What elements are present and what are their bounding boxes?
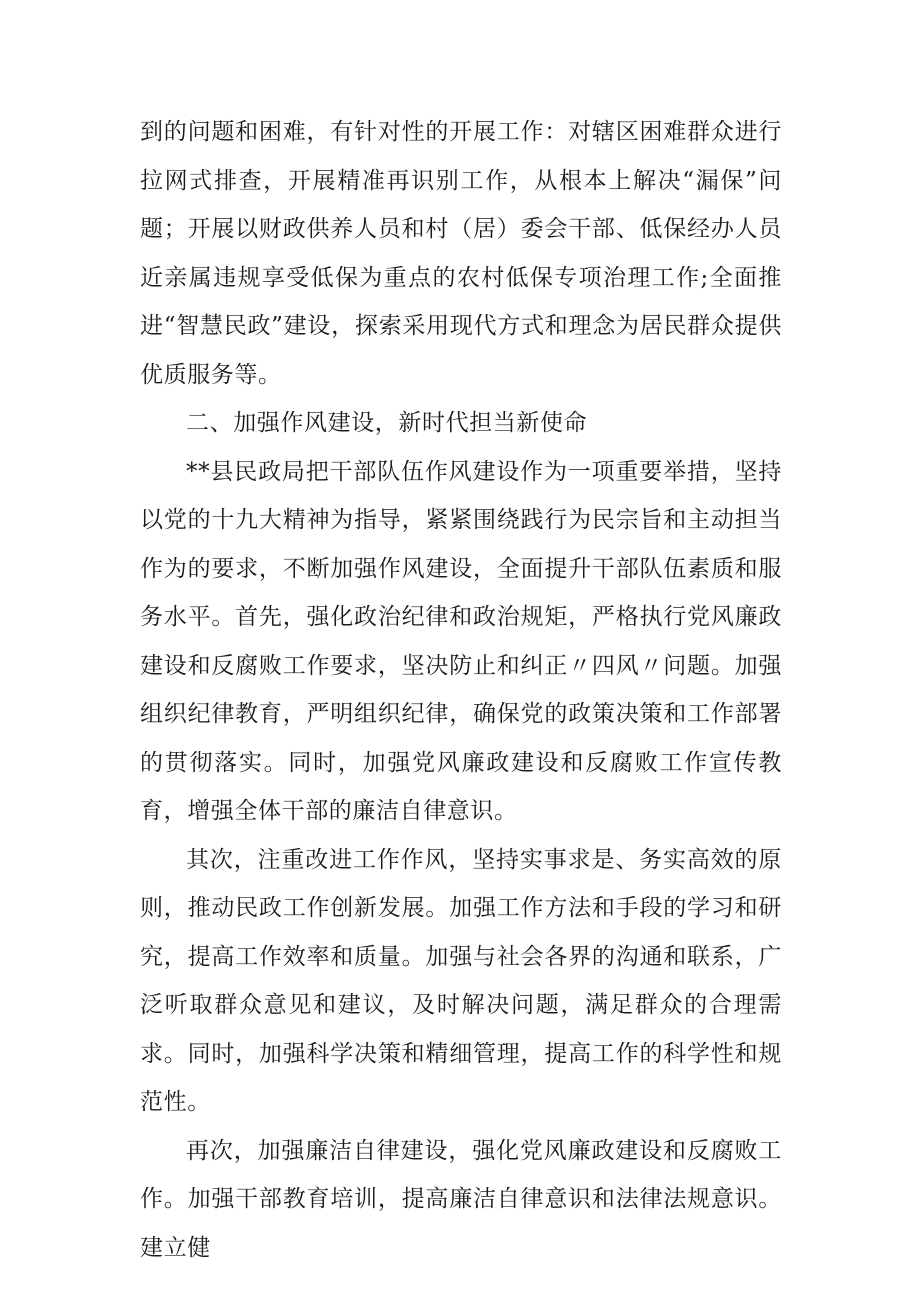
document-body [140,108,782,1272]
paragraph-style-building: **县民政局把干部队伍作风建设作为一项重要举措，坚持以党的十九大精神为指导，紧紧围绕践行为民宗旨和主动担当作为的要求，不断加强作风建设，全面提升干部队伍素质和服务水平。首先，强化政治纪律和政治规矩，严格执行党风廉政建设和反腐败工作要求，坚决防止和纠正〃四风〃问题。加强组织纪律教育，严明组织纪律，确保党的政策决策和工作部署的贯彻落实。同时，加强党风廉政建设和反腐败工作宣传教育，增强全体干部的廉洁自律意识。 [140,458,782,824]
paragraph-integrity: 再次，加强廉洁自律建设，强化党风廉政建设和反腐败工作。加强干部教育培训，提高廉洁自律意识和法律法规意识。建立健 [140,1137,782,1261]
paragraph-continuation: 到的问题和困难，有针对性的开展工作：对辖区困难群众进行拉网式排查，开展精准再识别工作，从根本上解决“漏保”问题；开展以财政供养人员和村（居）委会干部、低保经办人员近亲属违规享受低保为重点的农村低保专项治理工作;全面推进“智慧民政”建设，探索采用现代方式和理念为居民群众提供优质服务等。 [140,119,782,388]
section-heading: 二、加强作风建设，新时代担当新使命 [186,410,588,436]
paragraph-work-style: 其次，注重改进工作作风，坚持实事求是、务实高效的原则，推动民政工作创新发展。加强工作方法和手段的学习和研究，提高工作效率和质量。加强与社会各界的沟通和联系，广泛听取群众意见和建议，及时解决问题，满足群众的合理需求。同时，加强科学决策和精细管理，提高工作的科学性和规范性。 [140,846,782,1115]
